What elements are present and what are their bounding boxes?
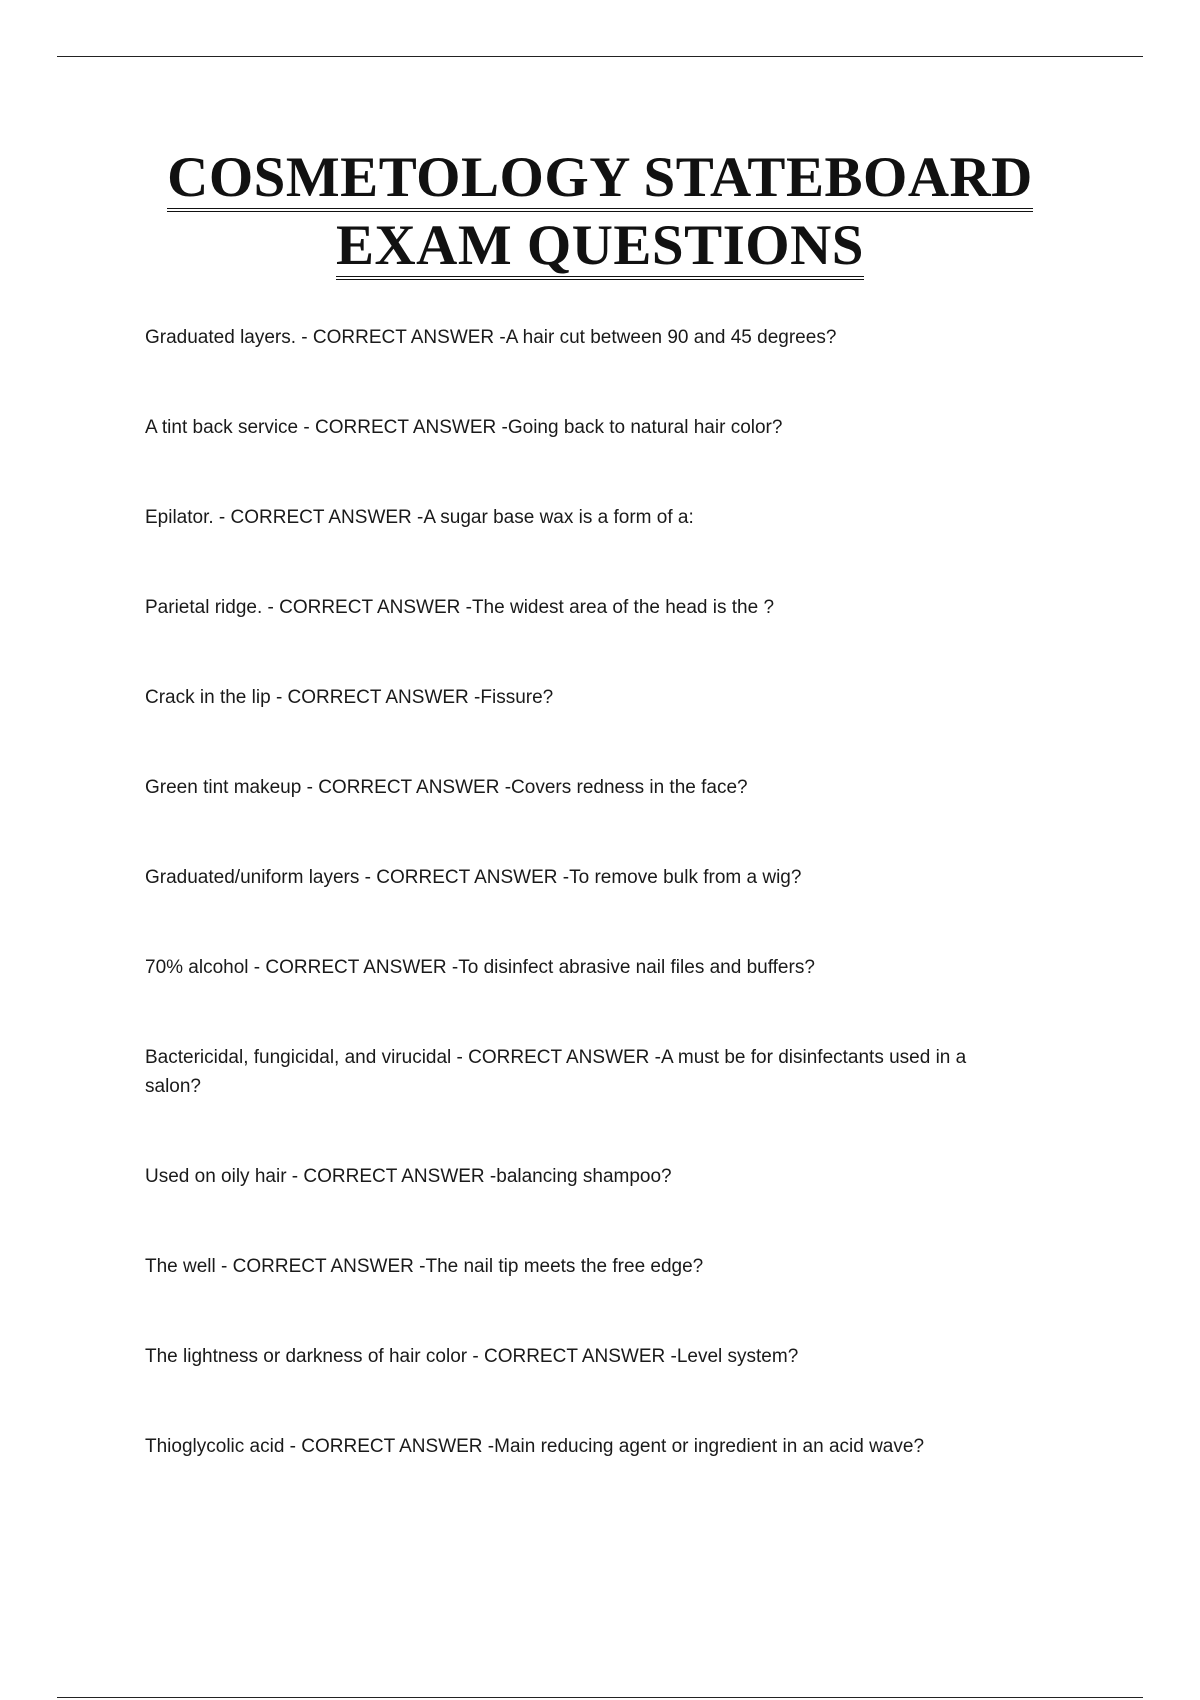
qa-item	[145, 683, 1025, 712]
qa-item	[145, 323, 1025, 352]
qa-item	[145, 1342, 1025, 1371]
qa-item	[145, 1432, 1025, 1461]
qa-item	[145, 1162, 1025, 1191]
title-line-2: EXAM QUESTIONS	[336, 216, 864, 280]
qa-separator: - CORRECT ANSWER -	[296, 327, 506, 348]
qa-separator: - CORRECT ANSWER -	[451, 1047, 661, 1068]
qa-question: The widest area of the head is the ?	[471, 597, 775, 618]
qa-question: Level system?	[676, 1346, 799, 1367]
qa-answer: Graduated layers.	[145, 327, 297, 348]
qa-answer: Used on oily hair	[145, 1166, 287, 1187]
qa-item	[145, 593, 1025, 622]
qa-item	[145, 503, 1025, 532]
qa-answer: Bactericidal, fungicidal, and virucidal	[145, 1047, 452, 1068]
qa-separator: - CORRECT ANSWER -	[262, 597, 472, 618]
qa-item	[145, 1252, 1025, 1281]
bottom-rule	[57, 1697, 1143, 1698]
qa-separator: - CORRECT ANSWER -	[298, 417, 508, 438]
qa-item	[145, 413, 1025, 442]
qa-list	[145, 323, 1025, 1461]
qa-question: The nail tip meets the free edge?	[425, 1256, 704, 1277]
qa-answer: Green tint makeup	[145, 777, 302, 798]
qa-answer: Epilator.	[145, 507, 214, 528]
qa-answer: Thioglycolic acid	[145, 1436, 285, 1457]
qa-separator: - CORRECT ANSWER -	[248, 957, 459, 978]
top-rule	[57, 56, 1143, 57]
qa-answer: Graduated/uniform layers	[145, 867, 360, 888]
qa-answer: A tint back service	[145, 417, 299, 438]
qa-answer: The lightness or darkness of hair color	[145, 1346, 468, 1367]
qa-question: Main reducing agent or ingredient in an acid wave?	[494, 1436, 925, 1457]
qa-separator: - CORRECT ANSWER -	[270, 687, 481, 708]
qa-answer: Parietal ridge.	[145, 597, 263, 618]
qa-separator: - CORRECT ANSWER -	[213, 507, 424, 528]
qa-answer: 70% alcohol	[145, 957, 249, 978]
qa-question: Fissure?	[480, 687, 554, 708]
qa-question: A sugar base wax is a form of a:	[423, 507, 694, 528]
qa-question: Covers redness in the face?	[511, 777, 748, 798]
qa-question: balancing shampoo?	[496, 1166, 672, 1187]
qa-question: Going back to natural hair color?	[507, 417, 783, 438]
qa-answer: The well	[145, 1256, 216, 1277]
page-title	[0, 148, 1200, 284]
qa-item	[145, 953, 1025, 982]
qa-answer: Crack in the lip	[145, 687, 271, 708]
qa-item	[145, 1043, 1025, 1101]
qa-separator: - CORRECT ANSWER -	[301, 777, 512, 798]
qa-separator: - CORRECT ANSWER -	[467, 1346, 677, 1367]
qa-question: A hair cut between 90 and 45 degrees?	[505, 327, 837, 348]
qa-separator: - CORRECT ANSWER -	[359, 867, 570, 888]
qa-question: A must be for disinfectants used in a salon?	[145, 1047, 967, 1097]
qa-separator: - CORRECT ANSWER -	[215, 1256, 426, 1277]
title-line-1: COSMETOLOGY STATEBOARD	[167, 148, 1033, 212]
qa-item	[145, 863, 1025, 892]
qa-item	[145, 773, 1025, 802]
qa-separator: - CORRECT ANSWER -	[284, 1436, 495, 1457]
qa-question: To disinfect abrasive nail files and buffers?	[458, 957, 815, 978]
qa-separator: - CORRECT ANSWER -	[286, 1166, 497, 1187]
qa-question: To remove bulk from a wig?	[569, 867, 802, 888]
